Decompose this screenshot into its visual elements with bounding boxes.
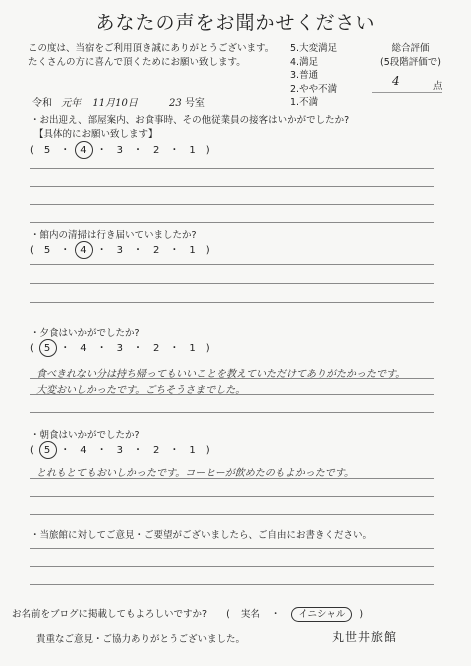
rating-option-selected: 4 [80, 245, 87, 256]
intro-line: たくさんの方に喜んで頂くためにお願い致します。 [28, 57, 246, 68]
legend-item: 2.やや不満 [290, 83, 338, 95]
question-breakfast: ・朝食はいかがでしたか? [30, 430, 140, 441]
answer-line [30, 548, 434, 549]
blog-question: お名前をブログに掲載してもよろしいですか? [12, 609, 208, 620]
rating-option: 2 [153, 445, 160, 456]
room-label: 号室 [184, 98, 205, 109]
overall-sub: (5段階評価で) [380, 57, 441, 68]
rating-option: 4 [80, 445, 87, 456]
rating-option: 2 [153, 145, 160, 156]
overall-label: 総合評価 [391, 43, 430, 54]
answer-line [30, 478, 434, 479]
intro-line: この度は、当宿をご利用頂き誠にありがとうございます。 [28, 43, 275, 54]
rating-scale-breakfast: ( 5 ・ 4 ・ 3 ・ 2 ・ 1 ) [30, 445, 210, 456]
rating-option: 1 [189, 145, 196, 156]
feedback-prompt: ・当旅館に対してご意見・ご要望がございましたら、ご自由にお書きください。 [30, 530, 373, 541]
answer-line [30, 222, 434, 223]
rating-legend [290, 42, 337, 110]
stay-date [32, 94, 205, 109]
legend-item: 4.満足 [290, 56, 319, 68]
rating-scale-dinner: ( 5 ・ 4 ・ 3 ・ 2 ・ 1 ) [30, 343, 210, 354]
answer-line [30, 264, 434, 265]
date-year: 元年 [61, 98, 82, 109]
blog-permission [12, 606, 363, 620]
overall-score: 4 [392, 74, 400, 88]
answer-line [30, 186, 434, 187]
answer-line [30, 378, 434, 379]
score-underline [372, 92, 442, 93]
dinner-answer-line-2: 大変おいしかったです。ごちそうさまでした。 [36, 385, 246, 396]
option-initial-selected: イニシャル [291, 607, 352, 622]
answer-line [30, 584, 434, 585]
breakfast-answer-line-1: とれもとてもおいしかったです。コーヒーが飲めたのもよかったです。 [36, 468, 354, 479]
paren-open: ( [226, 609, 230, 620]
date-era: 令和 [32, 98, 52, 109]
legend-item: 3.普通 [290, 70, 319, 81]
legend-item: 1.不満 [290, 97, 319, 108]
question-staff: ・お出迎え、部屋案内、お食事時、その他従業員の接客はいかがでしたか? [30, 115, 350, 126]
legend-item: 5.大変満足 [290, 43, 338, 54]
paren-close: ) [359, 609, 364, 620]
intro-text [28, 42, 274, 70]
overall-rating [380, 42, 441, 70]
question-staff-subtext: 【具体的にお願い致します】 [34, 129, 158, 140]
question-dinner: ・夕食はいかがでしたか? [30, 328, 140, 339]
answer-line [30, 394, 434, 395]
rating-option: 3 [116, 245, 124, 256]
rating-option: 1 [189, 343, 196, 354]
thanks-text: 貴重なご意見・ご協力ありがとうございました。 [36, 634, 246, 645]
rating-option: 3 [116, 145, 124, 156]
separator: ・ [270, 609, 281, 620]
option-realname: 実名 [240, 609, 260, 620]
rating-option: 3 [116, 343, 124, 354]
rating-scale-cleaning: ( 5 ・ 4 ・ 3 ・ 2 ・ 1 ) [30, 245, 210, 256]
rating-option-selected: 4 [80, 145, 87, 156]
page-title: あなたの声をお聞かせください [95, 12, 376, 34]
answer-line [30, 496, 434, 497]
overall-unit: 点 [433, 81, 443, 92]
dinner-answer-line-1: 食べきれない分は持ち帰ってもいいことを教えていただけてありがたかったです。 [36, 369, 406, 380]
rating-scale-staff: ( 5 ・ 4 ・ 3 ・ 2 ・ 1 ) [30, 145, 210, 156]
answer-line [30, 514, 434, 515]
rating-option: 5 [43, 145, 51, 156]
date-month-day: 11月10日 [92, 98, 138, 109]
rating-option: 1 [189, 445, 196, 456]
question-cleaning: ・館内の清掃は行き届いていましたか? [30, 230, 197, 241]
answer-line [30, 168, 434, 169]
rating-option-selected: 5 [43, 343, 51, 354]
rating-option-selected: 5 [43, 445, 51, 456]
answer-line [30, 412, 434, 413]
rating-option: 2 [153, 245, 160, 256]
inn-name: 丸世井旅館 [332, 630, 398, 644]
answer-line [30, 302, 434, 303]
rating-option: 3 [116, 445, 124, 456]
rating-option: 1 [189, 245, 196, 256]
room-number: 23 [169, 98, 182, 109]
rating-option: 2 [153, 343, 160, 354]
answer-line [30, 283, 434, 284]
rating-option: 4 [80, 343, 87, 354]
answer-line [30, 566, 434, 567]
rating-option: 5 [43, 245, 51, 256]
answer-line [30, 204, 434, 205]
